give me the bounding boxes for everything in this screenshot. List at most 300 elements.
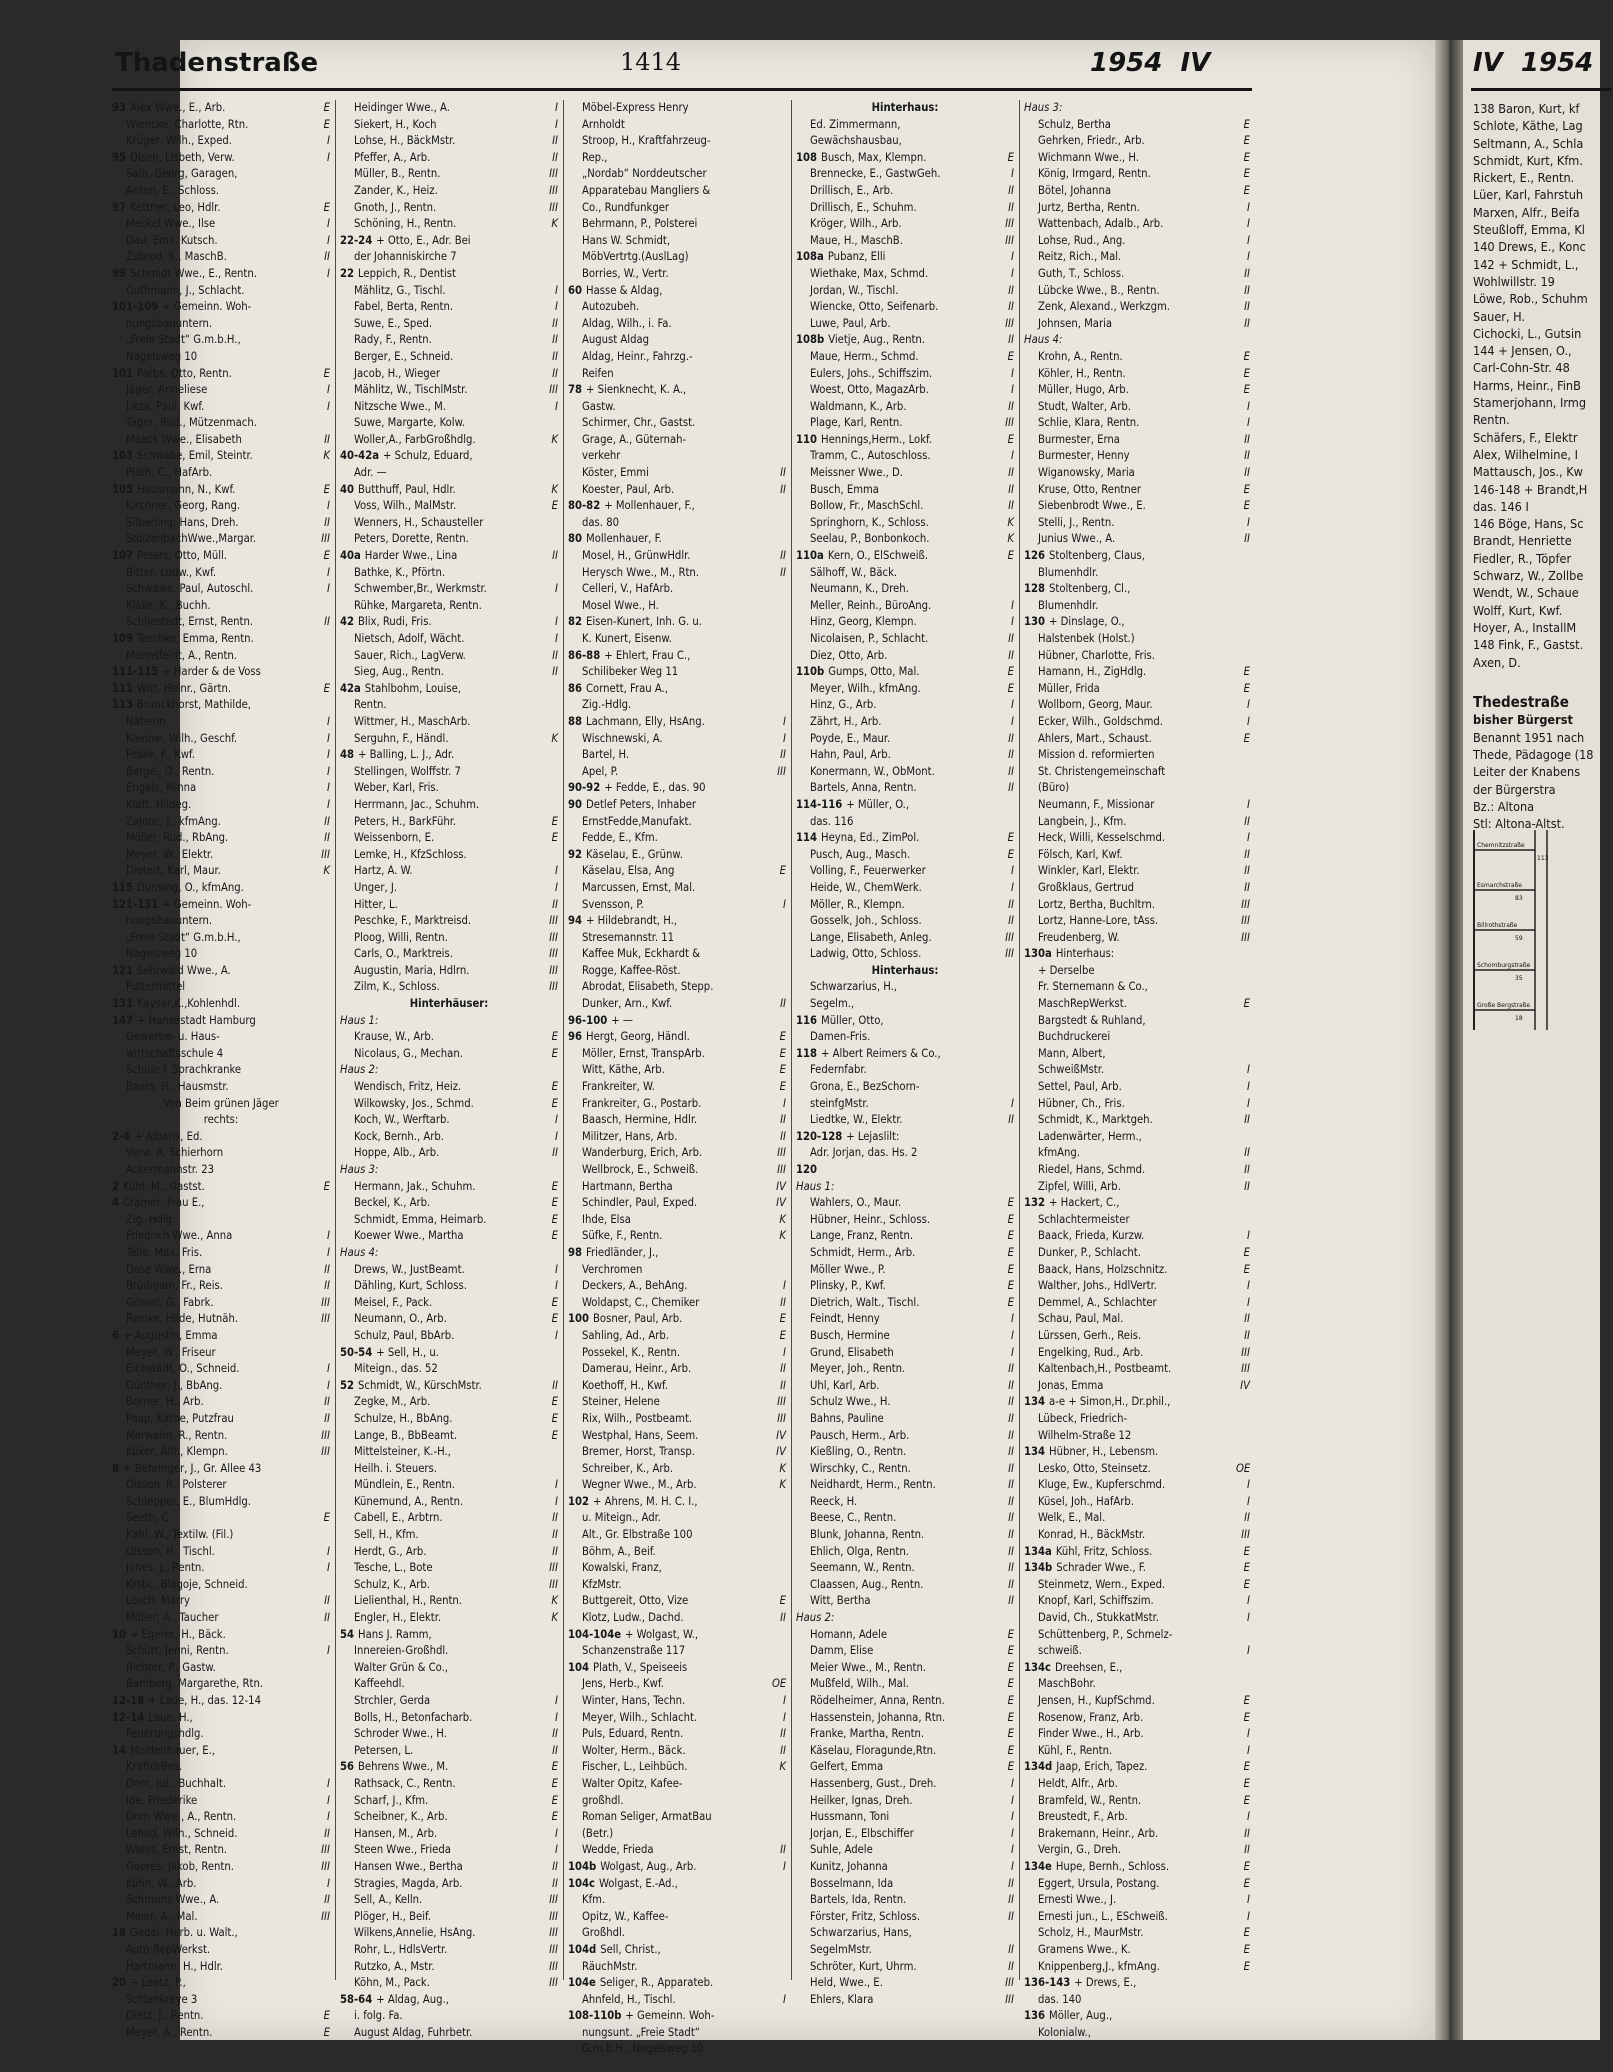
house-number: 110 bbox=[796, 432, 818, 446]
directory-entry bbox=[568, 283, 786, 300]
resident-text: Bahns, Pauline bbox=[810, 1411, 884, 1425]
resident-text: Köhn, M., Pack. bbox=[354, 1976, 430, 1990]
directory-entry bbox=[568, 216, 786, 233]
resident-text: Finder Wwe., H., Arb. bbox=[1038, 1727, 1144, 1741]
facing-entry: 148 Fink, F., Gastst. bbox=[1473, 637, 1584, 653]
resident-text: Brunckhorst, Mathilde, bbox=[137, 698, 251, 712]
directory-entry bbox=[340, 200, 558, 217]
resident-text: Hartmann, H., Hdlr. bbox=[126, 1959, 223, 1973]
resident-text: Wolter, Herm., Bäck. bbox=[582, 1743, 686, 1757]
directory-entry bbox=[568, 1328, 786, 1345]
resident-text: Dunsing, O., kfmAng. bbox=[137, 880, 244, 894]
directory-entry bbox=[112, 332, 330, 349]
resident-text: Co., Rundfunkger bbox=[582, 200, 670, 214]
resident-text: Hasse & Aldag, bbox=[586, 283, 663, 297]
directory-entry bbox=[568, 1660, 786, 1677]
directory-entry bbox=[1024, 548, 1250, 565]
directory-entry bbox=[568, 183, 786, 200]
directory-entry bbox=[112, 863, 330, 880]
resident-text: Aldag, Wilh., i. Fa. bbox=[582, 316, 672, 330]
directory-entry bbox=[568, 1925, 786, 1942]
floor-marker: E bbox=[1243, 366, 1250, 380]
floor-marker: I bbox=[327, 1876, 330, 1890]
directory-entry bbox=[112, 1162, 330, 1179]
directory-entry bbox=[1024, 515, 1250, 532]
directory-entry bbox=[1024, 382, 1250, 399]
directory-entry bbox=[568, 1228, 786, 1245]
resident-text: Marcussen, Ernst, Mal. bbox=[582, 880, 696, 894]
house-number: 136-143 bbox=[1024, 1976, 1071, 1990]
floor-marker: OE bbox=[1236, 1461, 1251, 1475]
directory-entry bbox=[112, 1361, 330, 1378]
directory-entry bbox=[796, 399, 1014, 416]
resident-text: Burmester, Henny bbox=[1038, 449, 1130, 463]
floor-marker: II bbox=[780, 1362, 786, 1376]
floor-marker: E bbox=[1243, 134, 1250, 148]
resident-text: Kowalski, Franz, bbox=[582, 1561, 662, 1575]
directory-entry bbox=[568, 930, 786, 947]
house-number: 2 bbox=[112, 1179, 120, 1193]
directory-entry bbox=[340, 1710, 558, 1727]
floor-marker: III bbox=[549, 947, 558, 961]
resident-text: Meyer, Wilh., Schlacht. bbox=[582, 1710, 698, 1724]
directory-entry bbox=[340, 598, 558, 615]
directory-entry bbox=[1024, 880, 1250, 897]
directory-entry bbox=[340, 1195, 558, 1212]
directory-entry bbox=[1024, 283, 1250, 300]
directory-entry bbox=[340, 664, 558, 681]
floor-marker: II bbox=[1244, 532, 1250, 546]
directory-entry bbox=[796, 847, 1014, 864]
directory-entry bbox=[568, 2025, 786, 2042]
floor-marker: K bbox=[1007, 515, 1014, 529]
directory-entry bbox=[796, 349, 1014, 366]
facing-entry: Brandt, Henriette bbox=[1473, 533, 1572, 549]
directory-entry bbox=[340, 913, 558, 930]
resident-text: Schröter, Kurt, Uhrm. bbox=[810, 1959, 917, 1973]
floor-marker: I bbox=[1011, 1826, 1014, 1840]
floor-marker: E bbox=[551, 1810, 558, 1824]
floor-marker: IV bbox=[1240, 1378, 1250, 1392]
resident-text: Walter Grün & Co., bbox=[354, 1660, 448, 1674]
resident-text: Rady, F., Rentn. bbox=[354, 333, 432, 347]
directory-entry bbox=[568, 913, 786, 930]
resident-text: Kfm. bbox=[582, 1893, 606, 1907]
directory-entry bbox=[1024, 133, 1250, 150]
resident-text: Dorn Wwe., A., Rentn. bbox=[126, 1810, 237, 1824]
floor-marker: I bbox=[1011, 598, 1014, 612]
resident-text: Stragies, Magda, Arb. bbox=[354, 1876, 463, 1890]
resident-text: Peters, Otto, Müll. bbox=[137, 549, 228, 563]
directory-entry bbox=[568, 1029, 786, 1046]
directory-entry bbox=[796, 1826, 1014, 1843]
resident-text: Zährt, H., Arb. bbox=[810, 714, 882, 728]
floor-marker: II bbox=[1008, 897, 1014, 911]
directory-entry bbox=[1024, 1394, 1250, 1411]
house-number: 134e bbox=[1024, 1859, 1052, 1873]
directory-entry bbox=[796, 1345, 1014, 1362]
directory-entry bbox=[340, 814, 558, 831]
resident-text: MaschRepWerkst. bbox=[1038, 997, 1127, 1011]
resident-text: Klotz, Ludw., Dachd. bbox=[582, 1611, 684, 1625]
directory-entry bbox=[112, 415, 330, 432]
resident-text: Walther, Johs., HdlVertr. bbox=[1038, 1279, 1157, 1293]
directory-entry bbox=[112, 581, 330, 598]
directory-entry bbox=[796, 1544, 1014, 1561]
directory-entry bbox=[1024, 2008, 1250, 2025]
resident-text: + Müller, O., bbox=[846, 797, 910, 811]
resident-text: Pusch, Aug., Masch. bbox=[810, 847, 911, 861]
directory-entry bbox=[340, 1577, 558, 1594]
resident-text: Heck, Willi, Kesselschmd. bbox=[1038, 831, 1166, 845]
directory-entry bbox=[340, 780, 558, 797]
facing-year: 1954 bbox=[1520, 48, 1594, 78]
resident-text: Bollow, Fr., MaschSchl. bbox=[810, 499, 924, 513]
directory-entry bbox=[112, 1228, 330, 1245]
resident-text: Jens, Herb., Kwf. bbox=[582, 1677, 664, 1691]
resident-text: Verchromen bbox=[582, 1262, 643, 1276]
directory-entry bbox=[1024, 1776, 1250, 1793]
resident-text: Stoltenberg, Claus, bbox=[1049, 549, 1145, 563]
floor-marker: I bbox=[555, 1279, 558, 1293]
directory-entry bbox=[1024, 1759, 1250, 1776]
resident-text: Vietje, Aug., Rentn. bbox=[828, 333, 925, 347]
resident-text: Celleri, V., HafArb. bbox=[582, 582, 674, 596]
page-street-title: Thadenstraße bbox=[115, 48, 319, 78]
resident-text: Sauer, Rich., LagVerw. bbox=[354, 648, 466, 662]
resident-text: Drews, W., JustBeamt. bbox=[354, 1262, 465, 1276]
floor-marker: II bbox=[1008, 1909, 1014, 1923]
directory-entry bbox=[340, 1444, 558, 1461]
resident-text: Kluge, Ew., Kupferschmd. bbox=[1038, 1478, 1166, 1492]
floor-marker: III bbox=[321, 1843, 330, 1857]
directory-entry bbox=[112, 1461, 330, 1478]
floor-marker: E bbox=[551, 1793, 558, 1807]
directory-entry bbox=[1024, 1062, 1250, 1079]
house-number: 134d bbox=[1024, 1760, 1053, 1774]
floor-marker: I bbox=[327, 1776, 330, 1790]
floor-marker: II bbox=[1008, 1942, 1014, 1956]
floor-marker: K bbox=[779, 1212, 786, 1226]
directory-entry bbox=[568, 1959, 786, 1976]
resident-text: Leppich, R., Dentist bbox=[358, 266, 456, 280]
directory-entry bbox=[340, 697, 558, 714]
facing-page-header bbox=[1473, 48, 1593, 78]
resident-text: Neumann, K., Dreh. bbox=[810, 582, 909, 596]
facing-entry: Axen, D. bbox=[1473, 654, 1521, 670]
directory-entry bbox=[340, 565, 558, 582]
floor-marker: III bbox=[549, 1561, 558, 1575]
directory-entry bbox=[112, 515, 330, 532]
floor-marker: I bbox=[327, 150, 330, 164]
directory-entry bbox=[568, 349, 786, 366]
directory-entry bbox=[112, 1876, 330, 1893]
resident-text: + Gemeinn. Woh- bbox=[162, 897, 252, 911]
resident-text: Burmester, Erna bbox=[1038, 432, 1120, 446]
directory-entry bbox=[112, 1842, 330, 1859]
directory-entry bbox=[1024, 233, 1250, 250]
facing-entry: Rickert, E., Rentn. bbox=[1473, 170, 1575, 186]
floor-marker: II bbox=[1008, 1561, 1014, 1575]
resident-text: Möller, Rud., RbAng. bbox=[126, 831, 229, 845]
resident-text: Wedde, Frieda bbox=[582, 1843, 654, 1857]
directory-entry bbox=[112, 1693, 330, 1710]
resident-text: + Lejaslilt: bbox=[846, 1129, 900, 1143]
directory-entry bbox=[796, 747, 1014, 764]
house-number: 82 bbox=[568, 615, 583, 629]
resident-text: großhdl. bbox=[582, 1793, 624, 1807]
directory-entry bbox=[340, 1959, 558, 1976]
directory-entry bbox=[340, 133, 558, 150]
resident-text: Moldenhauer, E., bbox=[130, 1743, 216, 1757]
floor-marker: I bbox=[327, 797, 330, 811]
floor-marker: I bbox=[327, 582, 330, 596]
resident-text: Walter Opitz, Kafee- bbox=[582, 1776, 683, 1790]
directory-entry bbox=[568, 1693, 786, 1710]
column-divider bbox=[1019, 100, 1020, 1980]
resident-text: Schau, Paul, Mal. bbox=[1038, 1312, 1124, 1326]
directory-entry bbox=[568, 531, 786, 548]
floor-marker: II bbox=[552, 316, 558, 330]
directory-entry bbox=[1024, 1029, 1250, 1046]
resident-text: Augustin, Maria, Hdlrn. bbox=[354, 963, 470, 977]
directory-entry bbox=[340, 1494, 558, 1511]
floor-marker: II bbox=[324, 1611, 330, 1625]
facing-entry: 138 Baron, Kurt, kf bbox=[1473, 101, 1580, 116]
resident-text: Lielienthal, H., Rentn. bbox=[354, 1594, 462, 1608]
resident-text: Hartz, A. W. bbox=[354, 864, 413, 878]
directory-entry bbox=[340, 731, 558, 748]
directory-entry bbox=[568, 979, 786, 996]
house-number: 96 bbox=[568, 1030, 583, 1044]
resident-text: Dunker, P., Schlacht. bbox=[1038, 1245, 1141, 1259]
floor-marker: I bbox=[327, 1793, 330, 1807]
resident-text: Mündlein, E., Rentn. bbox=[354, 1478, 455, 1492]
directory-entry bbox=[568, 482, 786, 499]
resident-text: Eulers, Johs., Schiffszim. bbox=[810, 366, 933, 380]
resident-text: Schliestedt, Ernst, Rentn. bbox=[126, 615, 254, 629]
floor-marker: II bbox=[1008, 300, 1014, 314]
directory-entry bbox=[1024, 1096, 1250, 1113]
resident-text: + Hansestadt Hamburg bbox=[137, 1013, 256, 1027]
floor-marker: I bbox=[555, 117, 558, 131]
resident-text: Schirmer, Chr., Gastst. bbox=[582, 416, 696, 430]
directory-entry bbox=[112, 1593, 330, 1610]
directory-entry bbox=[340, 681, 558, 698]
directory-entry bbox=[796, 1262, 1014, 1279]
resident-text: Zenk, Alexand., Werkzgm. bbox=[1038, 300, 1170, 314]
directory-entry bbox=[1024, 979, 1250, 996]
resident-text: das. 140 bbox=[1038, 1992, 1082, 2006]
directory-entry bbox=[568, 1112, 786, 1129]
directory-entry bbox=[1024, 1477, 1250, 1494]
resident-text: Lortz, Hanne-Lore, tAss. bbox=[1038, 914, 1159, 928]
floor-marker: III bbox=[1241, 897, 1250, 911]
floor-marker: E bbox=[551, 1312, 558, 1326]
directory-entry bbox=[340, 863, 558, 880]
floor-marker: III bbox=[321, 847, 330, 861]
directory-entry bbox=[112, 565, 330, 582]
resident-text: Ehlich, Olga, Rentn. bbox=[810, 1544, 909, 1558]
directory-entry bbox=[796, 1179, 1014, 1196]
directory-entry bbox=[340, 515, 558, 532]
resident-text: Cabell, E., Arbtrn. bbox=[354, 1511, 443, 1525]
directory-entry bbox=[112, 2008, 330, 2025]
directory-entry bbox=[796, 1809, 1014, 1826]
directory-entry bbox=[568, 233, 786, 250]
directory-entry bbox=[796, 1693, 1014, 1710]
directory-entry bbox=[568, 631, 786, 648]
floor-marker: I bbox=[783, 1279, 786, 1293]
resident-text: Serguhn, F., Händl. bbox=[354, 731, 449, 745]
map-house-number: 35 bbox=[1515, 975, 1523, 982]
directory-entry bbox=[568, 266, 786, 283]
directory-entry bbox=[796, 266, 1014, 283]
directory-entry bbox=[112, 200, 330, 217]
floor-marker: E bbox=[1243, 1710, 1250, 1724]
directory-entry bbox=[112, 1560, 330, 1577]
resident-text: Meyer, Wilh., kfmAng. bbox=[810, 681, 921, 695]
resident-text: Ahnfeld, H., Tischl. bbox=[582, 1992, 676, 2006]
directory-entry bbox=[112, 1378, 330, 1395]
house-number: 111-115 bbox=[112, 665, 159, 679]
floor-marker: II bbox=[780, 1743, 786, 1757]
resident-text: Weber, Karl, Fris. bbox=[354, 781, 439, 795]
resident-text: Schmunz Wwe., A. bbox=[126, 1893, 220, 1907]
directory-entry bbox=[1024, 266, 1250, 283]
resident-text: Studt, Walter, Arb. bbox=[1038, 399, 1131, 413]
floor-marker: IV bbox=[776, 1196, 786, 1210]
floor-marker: III bbox=[549, 1976, 558, 1990]
directory-entry bbox=[1024, 498, 1250, 515]
house-number: 121 bbox=[112, 963, 134, 977]
house-number: 52 bbox=[340, 1378, 355, 1392]
directory-entry bbox=[568, 1145, 786, 1162]
resident-text: Süfke, F., Rentn. bbox=[582, 1229, 663, 1243]
resident-text: Hans W. Schmidt, bbox=[582, 233, 671, 247]
facing-page-entries bbox=[1473, 100, 1613, 832]
floor-marker: II bbox=[324, 1262, 330, 1276]
directory-entry bbox=[796, 1842, 1014, 1859]
floor-marker: IV bbox=[776, 1179, 786, 1193]
floor-marker: I bbox=[1247, 1478, 1250, 1492]
directory-entry bbox=[112, 1793, 330, 1810]
directory-entry bbox=[796, 1975, 1014, 1992]
floor-marker: E bbox=[1007, 549, 1014, 563]
resident-text: Zander, K., Heiz. bbox=[354, 183, 438, 197]
house-number: 115 bbox=[112, 880, 134, 894]
directory-entry bbox=[112, 482, 330, 499]
floor-marker: II bbox=[552, 549, 558, 563]
resident-text: Schmidt, K., Marktgeh. bbox=[1038, 1113, 1153, 1127]
resident-text: KfzMstr. bbox=[582, 1577, 622, 1591]
house-number: 80-82 bbox=[568, 499, 601, 513]
directory-entry bbox=[568, 1527, 786, 1544]
directory-entry bbox=[568, 1461, 786, 1478]
floor-marker: III bbox=[1005, 233, 1014, 247]
resident-text: Scheibner, K., Arb. bbox=[354, 1810, 448, 1824]
directory-entry bbox=[568, 316, 786, 333]
house-number: 100 bbox=[568, 1312, 590, 1326]
floor-marker: II bbox=[1244, 266, 1250, 280]
floor-marker: E bbox=[323, 366, 330, 380]
resident-text: Schlankreye 3 bbox=[126, 1992, 198, 2006]
resident-text: Stelli, J., Rentn. bbox=[1038, 515, 1115, 529]
house-number: 111 bbox=[112, 681, 134, 695]
directory-entry bbox=[1024, 1411, 1250, 1428]
directory-entry bbox=[112, 283, 330, 300]
directory-entry bbox=[796, 216, 1014, 233]
directory-entry bbox=[112, 1112, 330, 1129]
floor-marker: E bbox=[551, 1196, 558, 1210]
house-number: 114 bbox=[796, 831, 818, 845]
floor-marker: E bbox=[1007, 1727, 1014, 1741]
resident-text: Kettner, Leo, Hdlr. bbox=[130, 200, 221, 214]
floor-marker: I bbox=[555, 300, 558, 314]
house-number: 131 bbox=[112, 997, 134, 1011]
resident-text: Wanderburg, Erich, Arb. bbox=[582, 1146, 703, 1160]
directory-entry bbox=[112, 216, 330, 233]
resident-text: Sahling, Ad., Arb. bbox=[582, 1328, 669, 1342]
resident-text: Ide, Friederike bbox=[126, 1793, 198, 1807]
directory-entry bbox=[796, 697, 1014, 714]
house-number: 134c bbox=[1024, 1660, 1051, 1674]
resident-text: Lohse, Rud., Ang. bbox=[1038, 233, 1126, 247]
directory-entry bbox=[112, 1925, 330, 1942]
floor-marker: II bbox=[780, 748, 786, 762]
floor-marker: I bbox=[555, 101, 558, 114]
directory-entry bbox=[340, 1776, 558, 1793]
resident-text: Sieg, Aug., Rentn. bbox=[354, 665, 444, 679]
floor-marker: III bbox=[1005, 217, 1014, 231]
house-number: 60 bbox=[568, 283, 583, 297]
floor-marker: I bbox=[327, 1229, 330, 1243]
resident-text: Zajonc, J., kfmAng. bbox=[126, 814, 221, 828]
house-number: 130a bbox=[1024, 947, 1052, 961]
resident-text: Kröger, Wilh., Arb. bbox=[810, 217, 902, 231]
resident-text: Meyer, Joh., Rentn. bbox=[810, 1362, 906, 1376]
directory-entry bbox=[568, 432, 786, 449]
resident-text: Guthmann, J., Schlacht. bbox=[126, 283, 245, 297]
floor-marker: I bbox=[1011, 698, 1014, 712]
resident-text: Olsson, H., Tischl. bbox=[126, 1544, 215, 1558]
directory-entry bbox=[568, 581, 786, 598]
section-heading bbox=[340, 996, 558, 1013]
floor-marker: K bbox=[551, 217, 558, 231]
directory-entry bbox=[1024, 1942, 1250, 1959]
directory-entry bbox=[1024, 930, 1250, 947]
resident-text: Mannsfeldt, A., Rentn. bbox=[126, 648, 237, 662]
floor-marker: I bbox=[1247, 1063, 1250, 1077]
resident-text: Meisel, F., Pack. bbox=[354, 1295, 433, 1309]
directory-entry bbox=[340, 1295, 558, 1312]
floor-marker: II bbox=[1244, 466, 1250, 480]
resident-text: Pubanz, Elli bbox=[827, 250, 886, 264]
resident-text: Kaffee Muk, Eckhardt & bbox=[582, 947, 700, 961]
floor-marker: II bbox=[1008, 914, 1014, 928]
resident-text: Borries, W., Vertr. bbox=[582, 266, 669, 280]
floor-marker: I bbox=[555, 1129, 558, 1143]
house-number: 54 bbox=[340, 1627, 355, 1641]
floor-marker: E bbox=[1007, 1644, 1014, 1658]
resident-text: Beese, C., Rentn. bbox=[810, 1511, 897, 1525]
directory-entry bbox=[340, 332, 558, 349]
resident-text: Maue, H., MaschB. bbox=[810, 233, 903, 247]
directory-entry bbox=[568, 150, 786, 167]
resident-text: Militzer, Hans, Arb. bbox=[582, 1129, 678, 1143]
floor-marker: II bbox=[780, 1727, 786, 1741]
floor-marker: I bbox=[555, 615, 558, 629]
